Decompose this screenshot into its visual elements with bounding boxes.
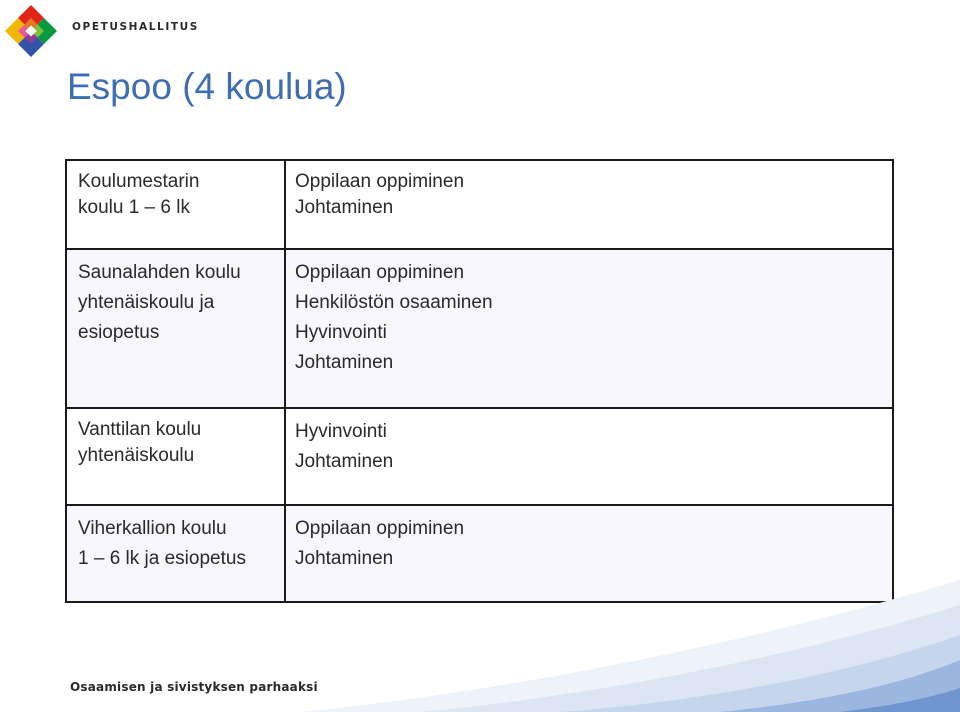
topic-item: Johtaminen [295,197,394,218]
school-name-cell [66,249,285,408]
school-name-line: yhtenäiskoulu [78,445,195,466]
footer-slogan: Osaamisen ja sivistyksen parhaaksi [70,680,318,694]
school-name-line: Viherkallion koulu [78,518,227,539]
topic-item: Johtaminen [295,548,394,569]
school-topics-cell [285,249,893,408]
slide-title: Espoo (4 koulua) [67,66,347,107]
school-name-line: 1 – 6 lk ja esiopetus [78,548,246,569]
school-name-line: koulu 1 – 6 lk [78,197,190,218]
topic-item: Johtaminen [295,352,394,373]
school-topics-cell [285,408,893,505]
topic-item: Oppilaan oppiminen [295,262,465,283]
school-name-cell [66,408,285,505]
topic-item: Oppilaan oppiminen [295,518,465,539]
school-name-line: Koulumestarin [78,171,200,192]
organization-name: OPETUSHALLITUS [72,21,199,33]
schools-table [65,159,894,603]
school-name-cell [66,160,285,249]
topic-item: Henkilöstön osaaminen [295,292,493,313]
school-name-line: esiopetus [78,322,160,343]
school-topics-cell [285,160,893,249]
topic-item: Oppilaan oppiminen [295,171,465,192]
opetushallitus-logo-icon [4,4,58,58]
topic-item: Johtaminen [295,451,394,472]
school-name-line: Vanttilan koulu [78,419,202,440]
topic-item: Hyvinvointi [295,421,387,442]
school-name-line: Saunalahden koulu [78,262,241,283]
table-row [66,160,893,249]
topic-item: Hyvinvointi [295,322,387,343]
table-row [66,408,893,505]
table-row [66,249,893,408]
school-name-line: yhtenäiskoulu ja [78,292,215,313]
